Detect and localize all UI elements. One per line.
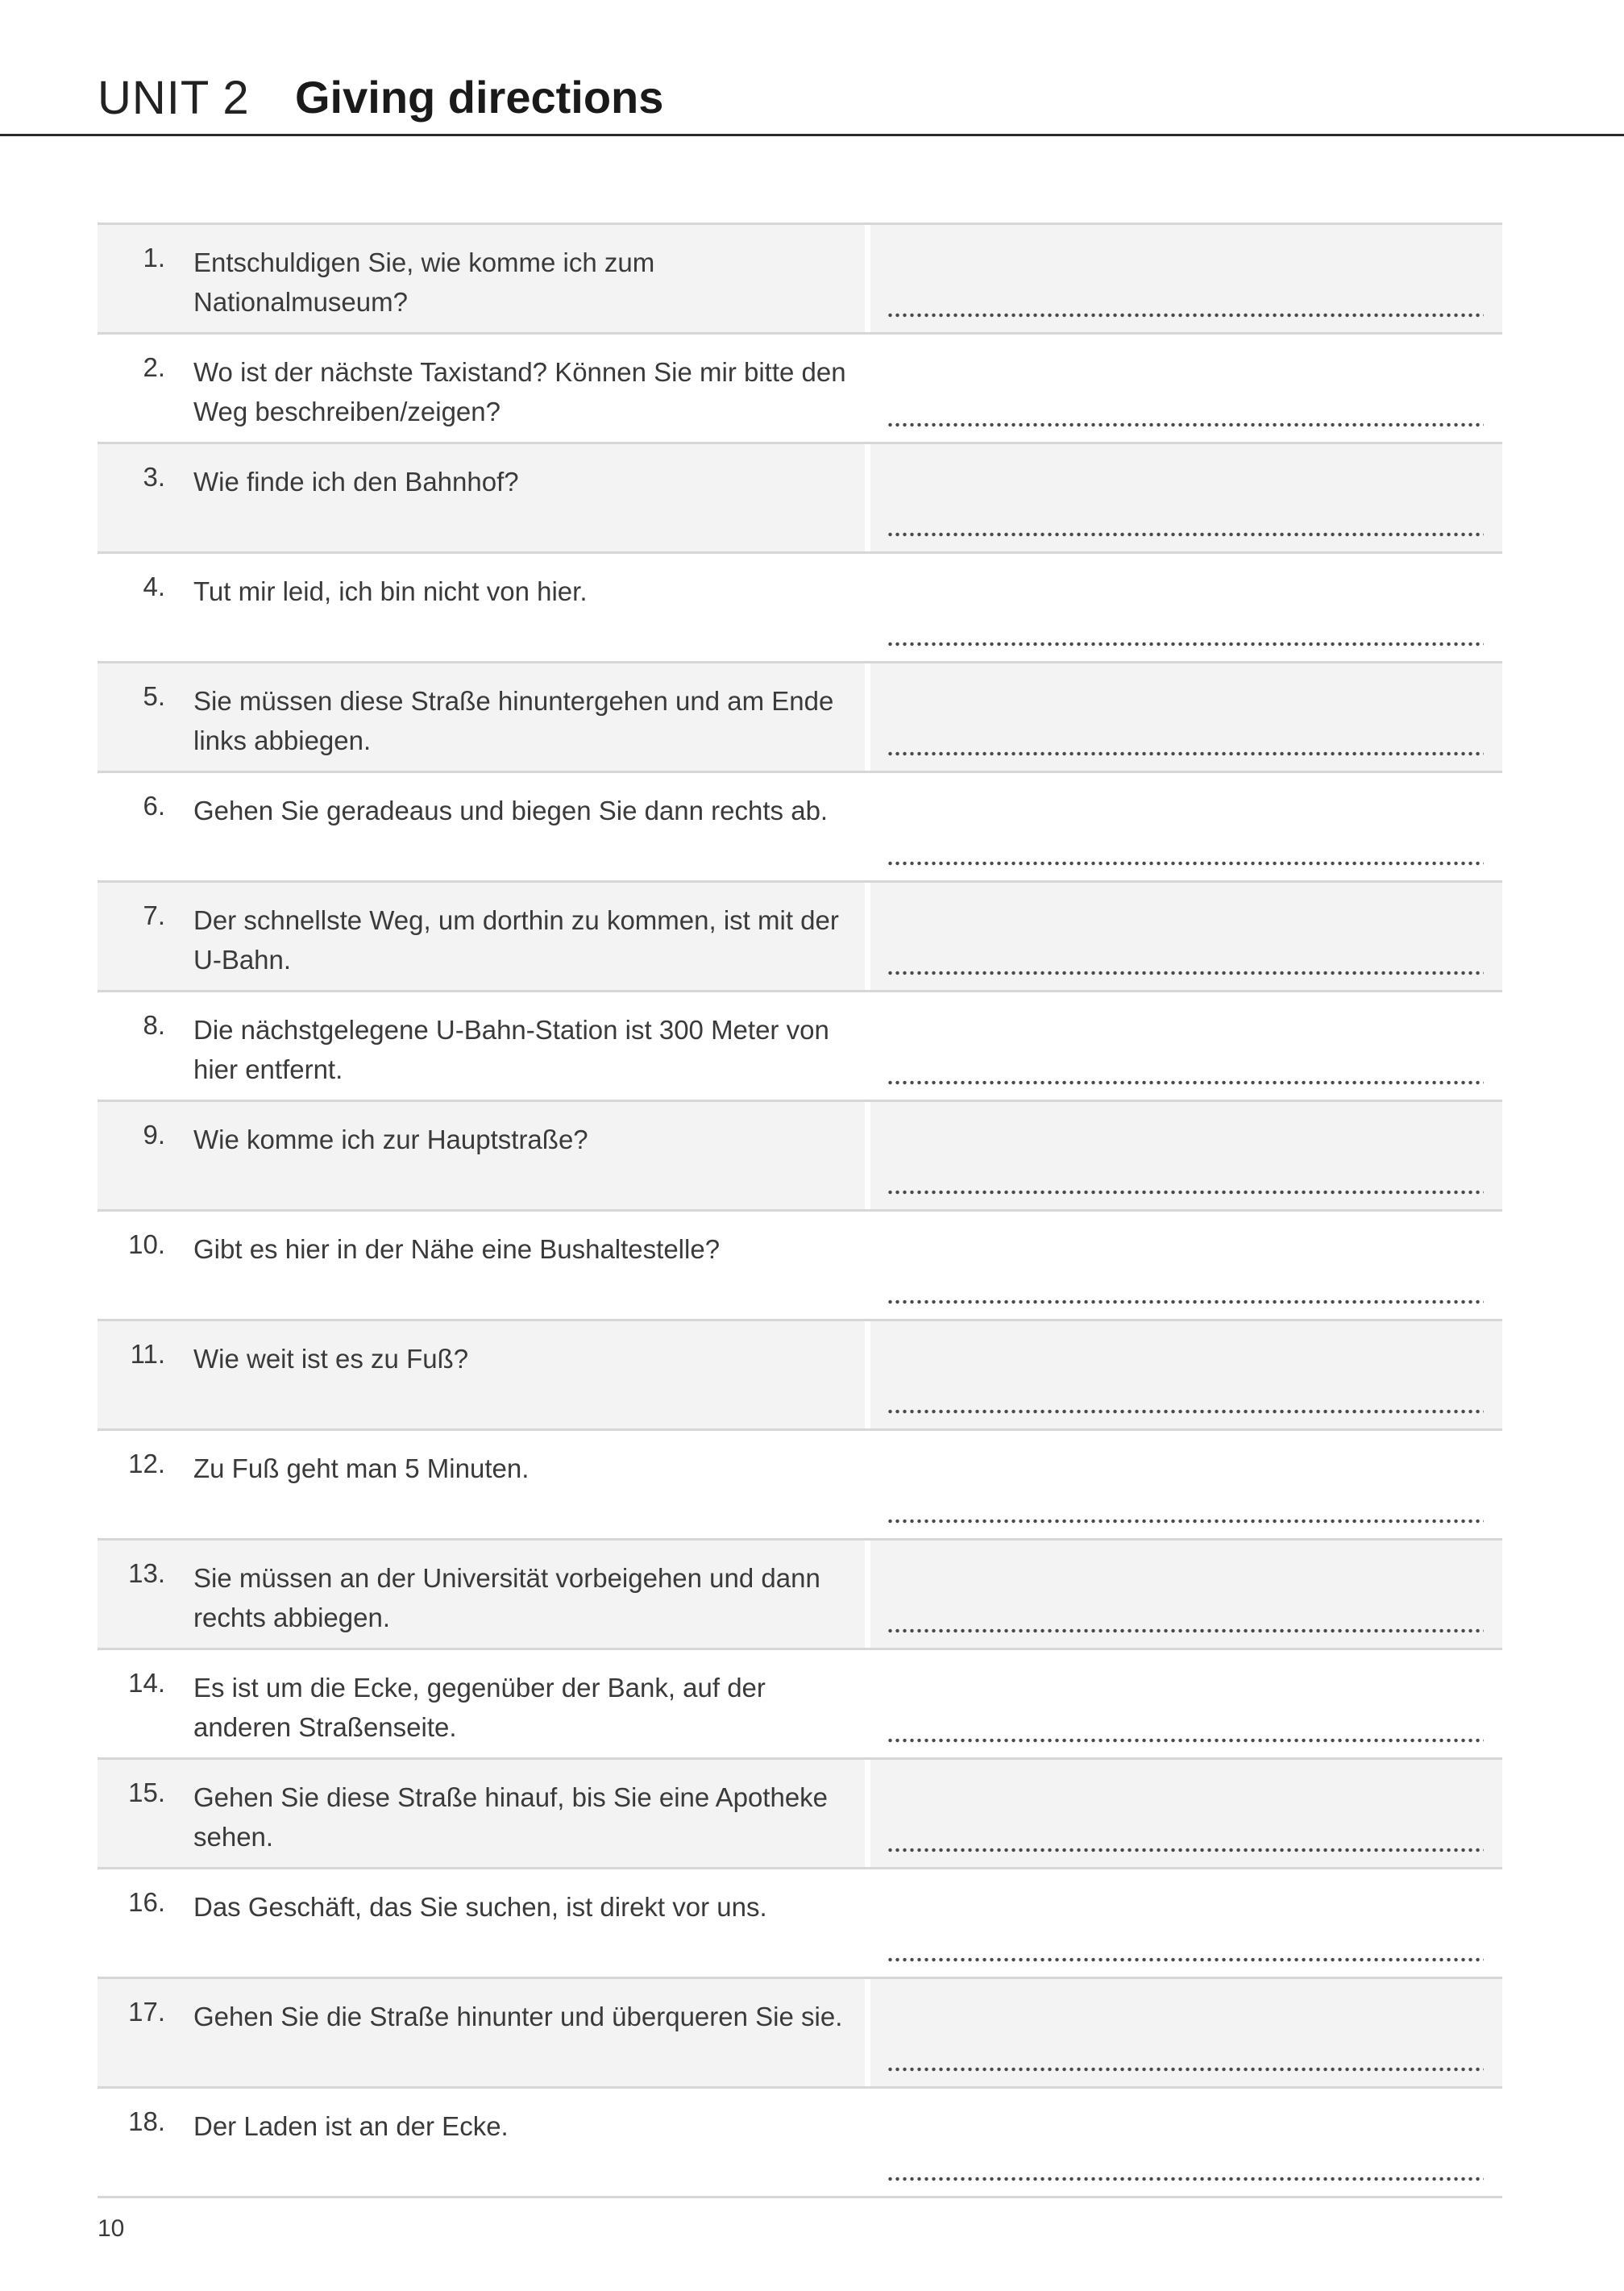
- phrase-text: Es ist um die Ecke, gegenüber der Bank, auf der anderen Straßenseite.: [193, 1673, 766, 1742]
- answer-dotted-line[interactable]: [887, 1190, 1484, 1195]
- unit-label: UNIT 2: [98, 72, 250, 124]
- exercise-table: [98, 222, 1502, 2198]
- item-number: 2.: [143, 352, 165, 382]
- answer-dotted-line[interactable]: [887, 751, 1484, 756]
- answer-cell[interactable]: [870, 554, 1502, 661]
- item-number: 16.: [128, 1887, 165, 1917]
- phrase-text: Wie finde ich den Bahnhof?: [193, 467, 519, 497]
- answer-dotted-line[interactable]: [887, 1848, 1484, 1852]
- answer-dotted-line[interactable]: [887, 1957, 1484, 1962]
- exercise-row: [98, 1319, 1502, 1428]
- item-number: 5.: [143, 681, 165, 711]
- item-number: 11.: [130, 1339, 165, 1369]
- item-number: 17.: [128, 1997, 165, 2027]
- item-number: 15.: [128, 1778, 165, 1807]
- phrase-text: Das Geschäft, das Sie suchen, ist direkt vor uns.: [193, 1892, 767, 1922]
- phrase-cell: [98, 1321, 865, 1428]
- page-header: [0, 0, 1624, 136]
- exercise-row: [98, 442, 1502, 551]
- answer-cell[interactable]: [870, 992, 1502, 1100]
- phrase-cell: [98, 773, 865, 880]
- phrase-cell: [98, 1979, 865, 2086]
- exercise-row: [98, 880, 1502, 990]
- item-number: 18.: [128, 2106, 165, 2136]
- page-title: Giving directions: [295, 72, 664, 123]
- answer-cell[interactable]: [870, 1321, 1502, 1428]
- exercise-row: [98, 1757, 1502, 1867]
- phrase-text: Die nächstgelegene U-Bahn-Station ist 300 Meter von hier entfernt.: [193, 1015, 829, 1084]
- answer-cell[interactable]: [870, 1760, 1502, 1867]
- answer-cell[interactable]: [870, 1869, 1502, 1977]
- phrase-text: Der Laden ist an der Ecke.: [193, 2111, 509, 2141]
- answer-cell[interactable]: [870, 663, 1502, 771]
- phrase-text: Wie komme ich zur Hauptstraße?: [193, 1125, 588, 1154]
- page-number: 10: [98, 2215, 125, 2242]
- phrase-cell: [98, 1431, 865, 1538]
- answer-dotted-line[interactable]: [887, 1080, 1484, 1085]
- phrase-text: Wo ist der nächste Taxistand? Können Sie mir bitte den Weg beschreiben/zeigen?: [193, 357, 846, 426]
- item-number: 1.: [143, 243, 165, 272]
- item-number: 3.: [143, 462, 165, 492]
- phrase-cell: [98, 1650, 865, 1757]
- item-number: 13.: [128, 1558, 165, 1588]
- phrase-text: Entschuldigen Sie, wie komme ich zum Nationalmuseum?: [193, 247, 655, 317]
- phrase-text: Der schnellste Weg, um dorthin zu kommen, ist mit der U-Bahn.: [193, 905, 839, 975]
- exercise-row: [98, 1648, 1502, 1757]
- answer-cell[interactable]: [870, 1540, 1502, 1648]
- phrase-text: Zu Fuß geht man 5 Minuten.: [193, 1453, 530, 1483]
- phrase-text: Gehen Sie diese Straße hinauf, bis Sie eine Apotheke sehen.: [193, 1782, 829, 1852]
- exercise-row: [98, 1977, 1502, 2086]
- answer-cell[interactable]: [870, 1102, 1502, 1209]
- item-number: 14.: [128, 1668, 165, 1698]
- answer-cell[interactable]: [870, 1431, 1502, 1538]
- exercise-row: [98, 222, 1502, 332]
- exercise-row: [98, 1209, 1502, 1319]
- answer-dotted-line[interactable]: [887, 1519, 1484, 1524]
- exercise-row: [98, 771, 1502, 880]
- phrase-text: Sie müssen diese Straße hinuntergehen und am Ende links abbiegen.: [193, 686, 834, 755]
- phrase-cell: [98, 1102, 865, 1209]
- answer-dotted-line[interactable]: [887, 532, 1484, 537]
- answer-dotted-line[interactable]: [887, 313, 1484, 318]
- answer-dotted-line[interactable]: [887, 861, 1484, 866]
- item-number: 10.: [128, 1229, 165, 1259]
- phrase-text: Sie müssen an der Universität vorbeigehen und dann rechts abbiegen.: [193, 1563, 820, 1632]
- phrase-text: Gehen Sie die Straße hinunter und überqueren Sie sie.: [193, 2002, 843, 2031]
- answer-cell[interactable]: [870, 335, 1502, 442]
- phrase-cell: [98, 883, 865, 990]
- exercise-row: [98, 990, 1502, 1100]
- answer-dotted-line[interactable]: [887, 422, 1484, 427]
- exercise-row: [98, 1100, 1502, 1209]
- answer-cell[interactable]: [870, 883, 1502, 990]
- answer-cell[interactable]: [870, 1979, 1502, 2086]
- answer-cell[interactable]: [870, 225, 1502, 332]
- answer-cell[interactable]: [870, 444, 1502, 551]
- phrase-cell: [98, 335, 865, 442]
- answer-cell[interactable]: [870, 2089, 1502, 2196]
- exercise-row: [98, 1867, 1502, 1977]
- phrase-cell: [98, 1540, 865, 1648]
- phrase-cell: [98, 554, 865, 661]
- answer-dotted-line[interactable]: [887, 642, 1484, 647]
- phrase-cell: [98, 992, 865, 1100]
- answer-dotted-line[interactable]: [887, 2177, 1484, 2181]
- answer-dotted-line[interactable]: [887, 1628, 1484, 1633]
- item-number: 8.: [143, 1010, 165, 1040]
- phrase-text: Tut mir leid, ich bin nicht von hier.: [193, 576, 588, 606]
- answer-cell[interactable]: [870, 773, 1502, 880]
- phrase-cell: [98, 444, 865, 551]
- answer-dotted-line[interactable]: [887, 1299, 1484, 1304]
- phrase-cell: [98, 1760, 865, 1867]
- answer-cell[interactable]: [870, 1212, 1502, 1319]
- exercise-row: [98, 332, 1502, 442]
- exercise-row: [98, 661, 1502, 771]
- item-number: 4.: [143, 572, 165, 601]
- phrase-text: Gehen Sie geradeaus und biegen Sie dann rechts ab.: [193, 796, 829, 825]
- answer-dotted-line[interactable]: [887, 1409, 1484, 1414]
- phrase-cell: [98, 1869, 865, 1977]
- exercise-row: [98, 2086, 1502, 2198]
- answer-dotted-line[interactable]: [887, 2067, 1484, 2072]
- phrase-text: Wie weit ist es zu Fuß?: [193, 1344, 469, 1374]
- phrase-text: Gibt es hier in der Nähe eine Bushaltestelle?: [193, 1234, 721, 1264]
- item-number: 12.: [128, 1449, 165, 1478]
- exercise-row: [98, 551, 1502, 661]
- item-number: 6.: [143, 791, 165, 821]
- phrase-cell: [98, 2089, 865, 2196]
- phrase-cell: [98, 225, 865, 332]
- answer-cell[interactable]: [870, 1650, 1502, 1757]
- item-number: 7.: [143, 900, 165, 930]
- answer-dotted-line[interactable]: [887, 971, 1484, 975]
- phrase-cell: [98, 663, 865, 771]
- exercise-row: [98, 1538, 1502, 1648]
- exercise-row: [98, 1428, 1502, 1538]
- item-number: 9.: [143, 1120, 165, 1150]
- phrase-cell: [98, 1212, 865, 1319]
- answer-dotted-line[interactable]: [887, 1738, 1484, 1743]
